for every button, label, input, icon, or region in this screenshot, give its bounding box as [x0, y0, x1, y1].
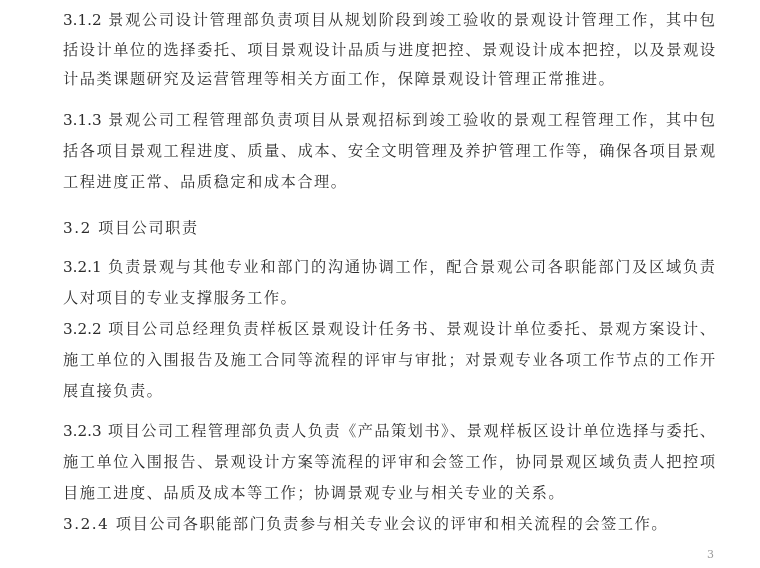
- paragraph-3-2-3-line-1: 3.2.3 项目公司工程管理部负责人负责《产品策划书》、景观样板区设计单位选择与委托、: [63, 422, 715, 440]
- paragraph-3-2-1-line-1: 3.2.1 负责景观与其他专业和部门的沟通协调工作，配合景观公司各职能部门及区域负责: [63, 258, 715, 276]
- paragraph-3-2-2-line-2: 施工单位的入围报告及施工合同等流程的评审与审批；对景观专业各项工作节点的工作开: [63, 351, 715, 369]
- paragraph-3-2-4-line-1: 3.2.4 项目公司各职能部门负责参与相关专业会议的评审和相关流程的会签工作。: [63, 515, 669, 533]
- paragraph-3-1-3-line-1: 3.1.3 景观公司工程管理部负责项目从景观招标到竣工验收的景观工程管理工作，其中包: [63, 111, 715, 129]
- paragraph-3-2-2-line-1: 3.2.2 项目公司总经理负责样板区景观设计任务书、景观设计单位委托、景观方案设计、: [63, 320, 715, 338]
- paragraph-3-2-1-line-2: 人对项目的专业支撑服务工作。: [63, 289, 298, 307]
- paragraph-3-1-3-line-2: 括各项目景观工程进度、质量、成本、安全文明管理及养护管理工作等，确保各项目景观: [63, 142, 715, 160]
- section-heading-3-2: 3.2 项目公司职责: [63, 219, 199, 237]
- paragraph-3-1-2-line-1: 3.1.2 景观公司设计管理部负责项目从规划阶段到竣工验收的景观设计管理工作，其中包: [63, 11, 715, 29]
- paragraph-3-2-3-line-3: 目施工进度、品质及成本等工作；协调景观专业与相关专业的关系。: [63, 484, 566, 502]
- paragraph-3-2-3-line-2: 施工单位入围报告、景观设计方案等流程的评审和会签工作，协同景观区域负责人把控项: [63, 453, 715, 471]
- paragraph-3-1-2-line-3: 计品类课题研究及运营管理等相关方面工作，保障景观设计管理正常推进。: [63, 70, 616, 88]
- paragraph-3-2-2-line-3: 展直接负责。: [63, 382, 164, 400]
- paragraph-3-1-2-line-2: 括设计单位的选择委托、项目景观设计品质与进度把控、景观设计成本把控，以及景观设: [63, 41, 715, 59]
- page-number: 3: [707, 548, 714, 561]
- paragraph-3-1-3-line-3: 工程进度正常、品质稳定和成本合理。: [63, 173, 348, 191]
